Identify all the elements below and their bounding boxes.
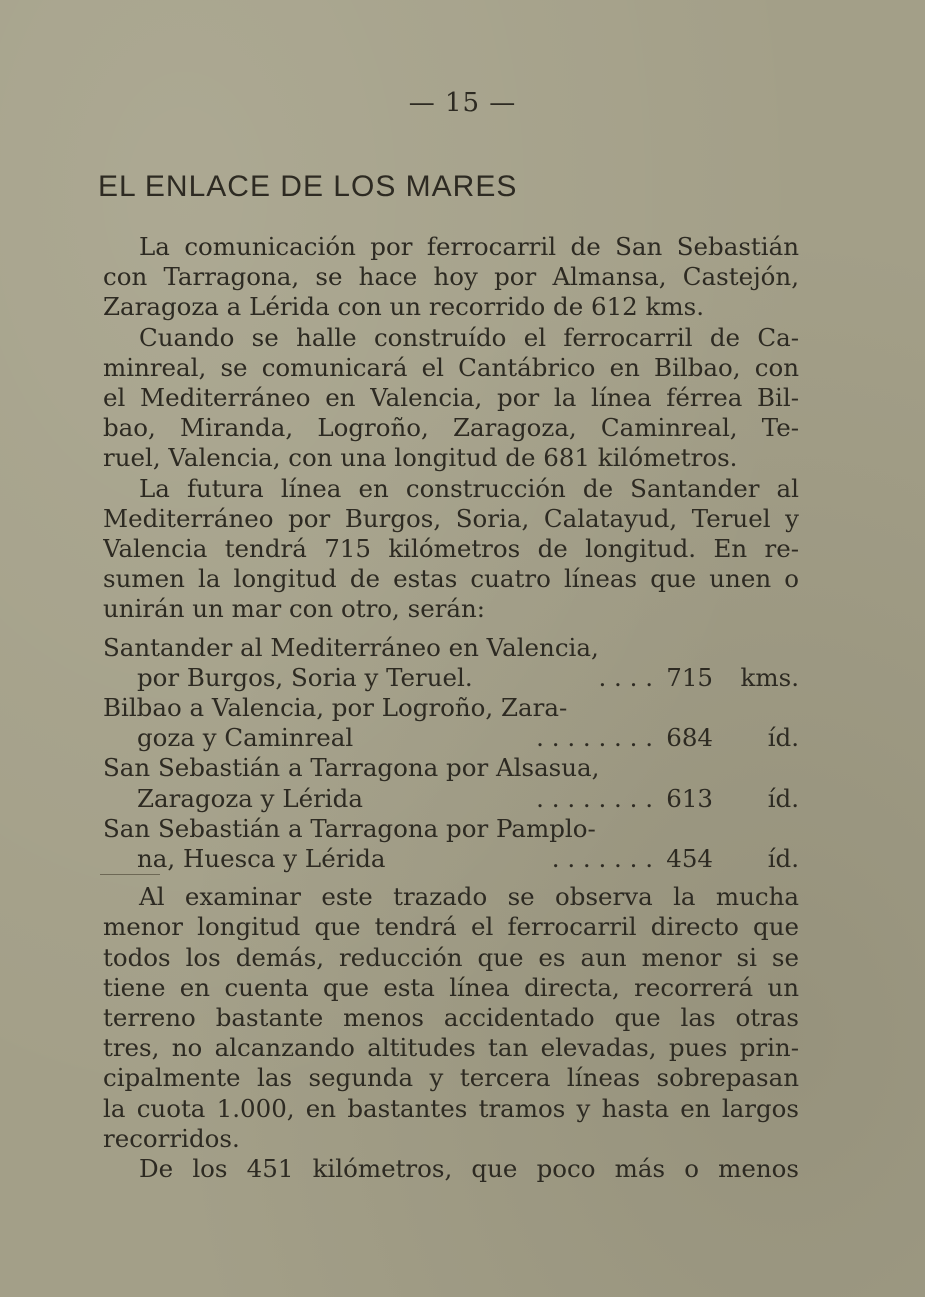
paragraph-1 bbox=[103, 232, 799, 323]
text-line: tres, no alcanzando altitudes tan elevadas, pues prin- bbox=[103, 1033, 799, 1063]
route-unit: íd. bbox=[767, 723, 799, 753]
route-name-continued: Zaragoza y Lérida bbox=[137, 783, 363, 813]
text-line: menor longitud que tendrá el ferrocarril directo que bbox=[103, 912, 799, 942]
text-line: ruel, Valencia, con una longitud de 681 kilómetros. bbox=[103, 443, 738, 473]
routes-list bbox=[103, 633, 799, 875]
text-line: todos los demás, reducción que es aun menor si se bbox=[103, 942, 799, 972]
route-name: San Sebastián a Tarragona por Alsasua, bbox=[103, 753, 600, 783]
route-name: San Sebastián a Tarragona por Pamplo- bbox=[103, 813, 596, 843]
body-text bbox=[103, 232, 799, 1184]
route-name: Santander al Mediterráneo en Valencia, bbox=[103, 632, 599, 662]
text-line: terreno bastante menos accidentado que las otras bbox=[103, 1003, 799, 1033]
paragraph-5 bbox=[103, 1154, 799, 1184]
text-line: Zaragoza a Lérida con un recorrido de 612 kms. bbox=[103, 292, 704, 322]
paragraph-2 bbox=[103, 323, 799, 474]
route-name: Bilbao a Valencia, por Logroño, Zara- bbox=[103, 693, 568, 723]
paragraph-3 bbox=[103, 474, 799, 625]
text-line: De los 451 kilómetros, que poco más o menos bbox=[139, 1154, 799, 1184]
text-line: cipalmente las segunda y tercera líneas sobrepasan bbox=[103, 1063, 799, 1093]
text-line: sumen la longitud de estas cuatro líneas que unen o bbox=[103, 564, 799, 594]
text-line: la cuota 1.000, en bastantes tramos y hasta en largos bbox=[103, 1093, 799, 1123]
text-line: unirán un mar con otro, serán: bbox=[103, 594, 486, 624]
text-line: Valencia tendrá 715 kilómetros de longitud. En re- bbox=[103, 534, 799, 564]
text-line: tiene en cuenta que esta línea directa, recorrerá un bbox=[103, 972, 799, 1002]
chapter-title: EL ENLACE DE LOS MARES bbox=[98, 170, 518, 203]
text-line: bao, Miranda, Logroño, Zaragoza, Caminreal, Te- bbox=[103, 413, 799, 443]
text-line: con Tarragona, se hace hoy por Almansa, Castejón, bbox=[103, 262, 799, 292]
text-line: La comunicación por ferrocarril de San Sebastián bbox=[139, 232, 799, 261]
leader-dots: . . . . . . . . bbox=[536, 723, 653, 753]
route-entry bbox=[103, 753, 799, 813]
text-line: La futura línea en construcción de Santander al bbox=[139, 473, 799, 503]
route-entry bbox=[103, 814, 799, 874]
route-name-continued: na, Huesca y Lérida bbox=[137, 844, 386, 874]
separator-rule bbox=[100, 874, 160, 875]
route-unit: íd. bbox=[767, 844, 799, 874]
route-entry bbox=[103, 693, 799, 753]
text-line: Cuando se halle construído el ferrocarril de Ca- bbox=[139, 322, 799, 352]
route-length: 715 bbox=[666, 662, 713, 692]
route-name-continued: goza y Caminreal bbox=[137, 723, 354, 753]
page-number: — 15 — bbox=[408, 88, 517, 118]
paragraph-4 bbox=[103, 882, 799, 1154]
route-length: 613 bbox=[666, 783, 713, 813]
route-unit: kms. bbox=[740, 662, 799, 692]
leader-dots: . . . . . . . . bbox=[536, 783, 653, 813]
text-line: el Mediterráneo en Valencia, por la línea férrea Bil- bbox=[103, 383, 799, 413]
text-line: minreal, se comunicará el Cantábrico en Bilbao, con bbox=[103, 352, 799, 382]
text-line: Mediterráneo por Burgos, Soria, Calatayud, Teruel y bbox=[103, 503, 799, 533]
leader-dots: . . . . bbox=[598, 662, 653, 692]
text-line: Al examinar este trazado se observa la mucha bbox=[139, 882, 799, 912]
route-name-continued: por Burgos, Soria y Teruel. bbox=[137, 662, 473, 692]
route-length: 684 bbox=[666, 723, 713, 753]
route-length: 454 bbox=[666, 844, 713, 874]
text-line: recorridos. bbox=[103, 1123, 240, 1153]
route-entry bbox=[103, 633, 799, 693]
leader-dots: . . . . . . . bbox=[551, 844, 653, 874]
route-unit: íd. bbox=[767, 783, 799, 813]
